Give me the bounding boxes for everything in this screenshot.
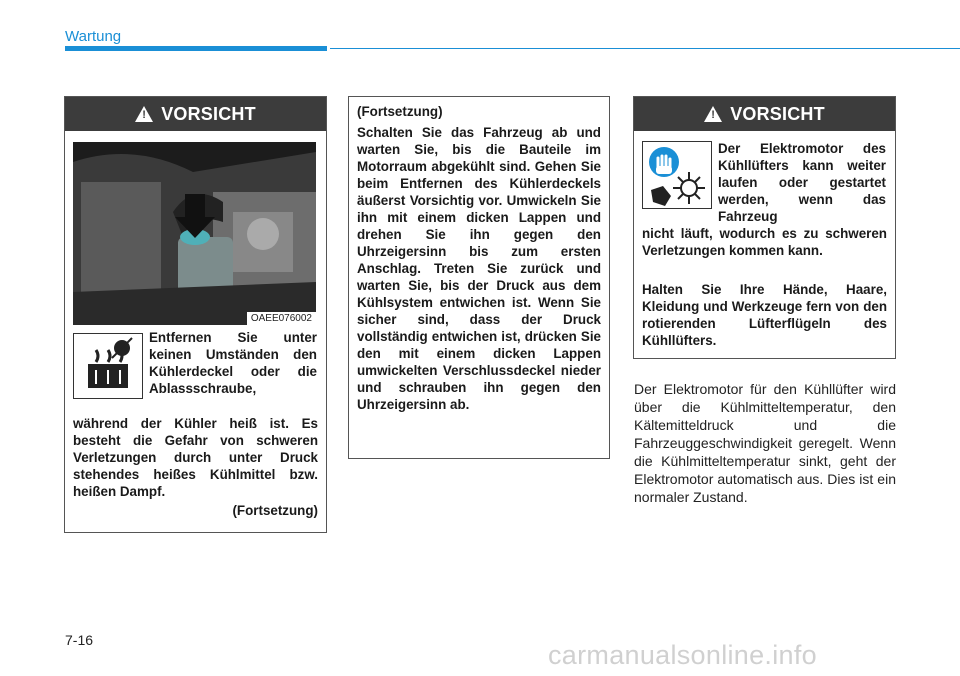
warning-triangle-icon xyxy=(704,106,722,122)
caution-box-continuation xyxy=(348,96,610,459)
continued-label: (Fortsetzung) xyxy=(232,503,318,518)
watermark: carmanualsonline.info xyxy=(548,640,817,670)
caution-heading: VORSICHT xyxy=(161,103,256,124)
photo-caption: OAEE076002 xyxy=(247,312,316,325)
engine-bay-illustration xyxy=(73,142,316,325)
page-number: 7-16 xyxy=(65,632,94,648)
caution-box-radiator xyxy=(64,96,327,533)
section-rule-thick xyxy=(65,46,327,51)
caution-3-bottom-text-2: Halten Sie Ihre Hände, Haare, Kleidung und Werkzeuge fern von den rotierenden Lüfterflügeln des Kühllüfters. xyxy=(642,282,887,348)
caution-1-side-text: Entfernen Sie unter keinen Umständen den Kühlerdeckel oder die Ablassschraube, xyxy=(149,330,317,396)
section-title: Wartung xyxy=(65,28,122,45)
caution-box-fan xyxy=(633,96,896,359)
caution-header xyxy=(65,97,326,131)
caution-1-bottom-text: während der Kühler heiß ist. Es besteht die Gefahr von schweren Verletzungen durch unter Druck stehendes heißes Kühlmittel bzw. heißen Dampf. xyxy=(73,416,318,499)
warning-triangle-icon xyxy=(135,106,153,122)
engine-bay-photo xyxy=(73,142,316,325)
section-rule-thin xyxy=(330,48,960,49)
caution-3-bottom-text-1: nicht läuft, wodurch es zu schweren Verletzungen kommen kann. xyxy=(642,226,887,258)
continuation-heading: (Fortsetzung) xyxy=(357,104,443,119)
body-paragraph: Der Elektromotor für den Kühllüfter wird über die Kühlmitteltemperatur, den Kältemitteldruck und die Fahrzeuggeschwindigkeit geregelt. Wenn die Kühlmitteltemperatur sinkt, geht der Elektromotor automatisch aus. Dies ist ein normaler Zustand. xyxy=(634,381,896,505)
caution-3-side-text: Der Elektromotor des Kühllüfters kann weiter laufen oder gestartet werden, wenn das Fahrzeug xyxy=(718,141,886,224)
caution-heading: VORSICHT xyxy=(730,103,825,124)
caution-2-text: Schalten Sie das Fahrzeug ab und warten Sie, bis die Bauteile im Motorraum abgekühlt sind. Gehen Sie beim Entfernen des Kühlerdeckels äußerst Vorsichtig vor. Umwickeln Sie ihn mit einem dicken Lappen und drehen Sie ihn gegen den Uhrzeigersinn bis zum ersten Anschlag. Treten Sie zurück und warten Sie, bis der Druck aus dem Kühlsystem entwichen ist. Wenn Sie sicher sind, dass der Druck vollständig entwichen ist, drücken Sie den mit einem dicken Lappen umwickelten Verschlussdeckel nieder und schrauben ihn gegen den Uhrzeigersinn ab. xyxy=(357,125,601,412)
hot-coolant-warning-icon xyxy=(73,333,143,399)
hand-stop-fan-icon xyxy=(642,141,712,209)
caution-header xyxy=(634,97,895,131)
